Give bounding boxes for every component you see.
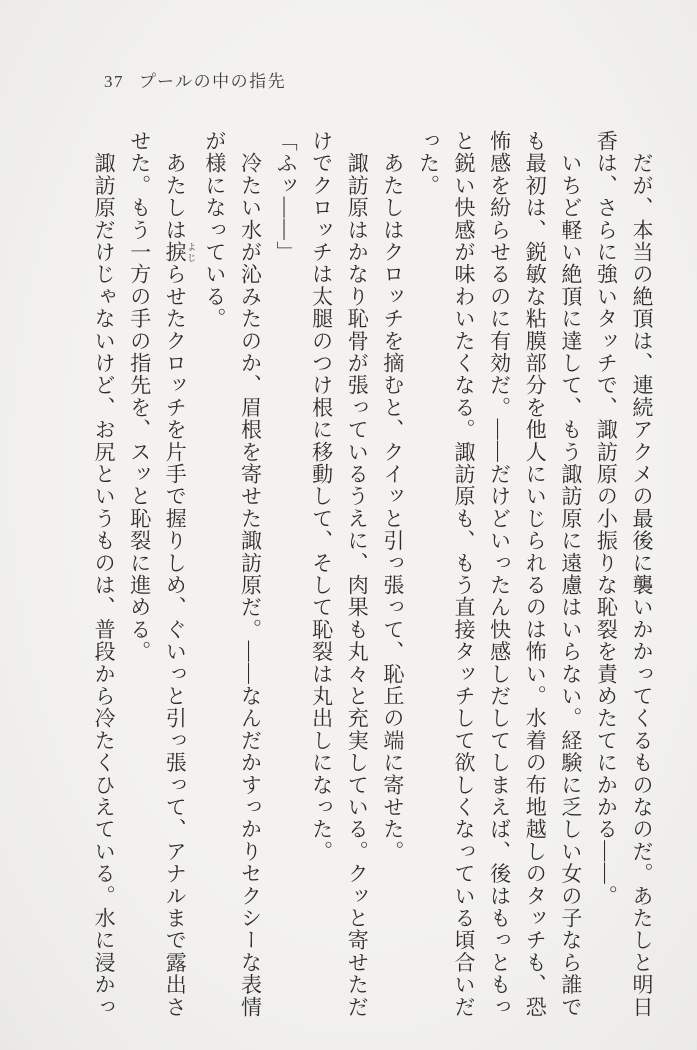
vertical-text-block [86, 130, 660, 1022]
text-column: 香は、さらに強いタッチで、諏訪原の小振りな恥裂を責めたてにかかる——。 [594, 130, 619, 907]
ruby-base: 捩 [163, 241, 188, 264]
text-column: も最初は、鋭敏な粘膜部分を他人にいじられるのは怖い。水着の布地越しのタッチも、恐 [523, 130, 548, 1018]
text-column: いちど軽い絶頂に達して、もう諏訪原に遠慮はいらない。経験に乏しい女の子なら誰で [558, 130, 583, 1018]
page-number: 37 [104, 72, 124, 91]
text-segment: らせたクロッチを片手で握りしめ、ぐいっと引っ張って、アナルまで露出さ [163, 263, 188, 1019]
text-column: が様になっている。 [202, 130, 227, 330]
text-column: 諏訪原だけじゃないけど、お尻というものは、普段から冷たくひえている。水に浸かっ [92, 130, 117, 1018]
page-header [104, 67, 286, 92]
text-column: せた。もう一方の手の指先を、スッと恥裂に進める。 [127, 130, 152, 663]
text-column: けでクロッチは太腿のつけ根に移動して、そして恥裂は丸出しになった。 [309, 130, 334, 863]
text-column: 「ふッ——」 [274, 130, 299, 264]
text-column: と鋭い快感が味わいたくなる。諏訪原も、もう直接タッチして欲しくなっている頃合いだ [452, 130, 477, 1018]
running-title: プールの中の指先 [139, 72, 287, 91]
text-column: 冷たい水が沁みたのか、眉根を寄せた諏訪原だ。——なんだかすっかりセクシーな表情 [238, 130, 263, 1018]
text-column-with-ruby [157, 130, 197, 1022]
text-column: だが、本当の絶頂は、連続アクメの最後に襲いかかってくるものなのだ。あたしと明日 [630, 130, 654, 1018]
ruby-annotation [163, 241, 197, 264]
furigana: よじ [186, 241, 197, 264]
text-column: あたしはクロッチを摘むと、クイッと引っ張って、恥丘の端に寄せた。 [380, 130, 405, 863]
text-column: った。 [416, 130, 441, 197]
text-column: 諏訪原はかなり恥骨が張っているうえに、肉果も丸々と充実している。クッと寄せただ [345, 130, 370, 1018]
text-segment: あたしは [163, 130, 188, 241]
text-column: 怖感を紛らせるのに有効だ。——だけどいったん快感しだしてしまえば、後はもっともっ [487, 130, 512, 1018]
